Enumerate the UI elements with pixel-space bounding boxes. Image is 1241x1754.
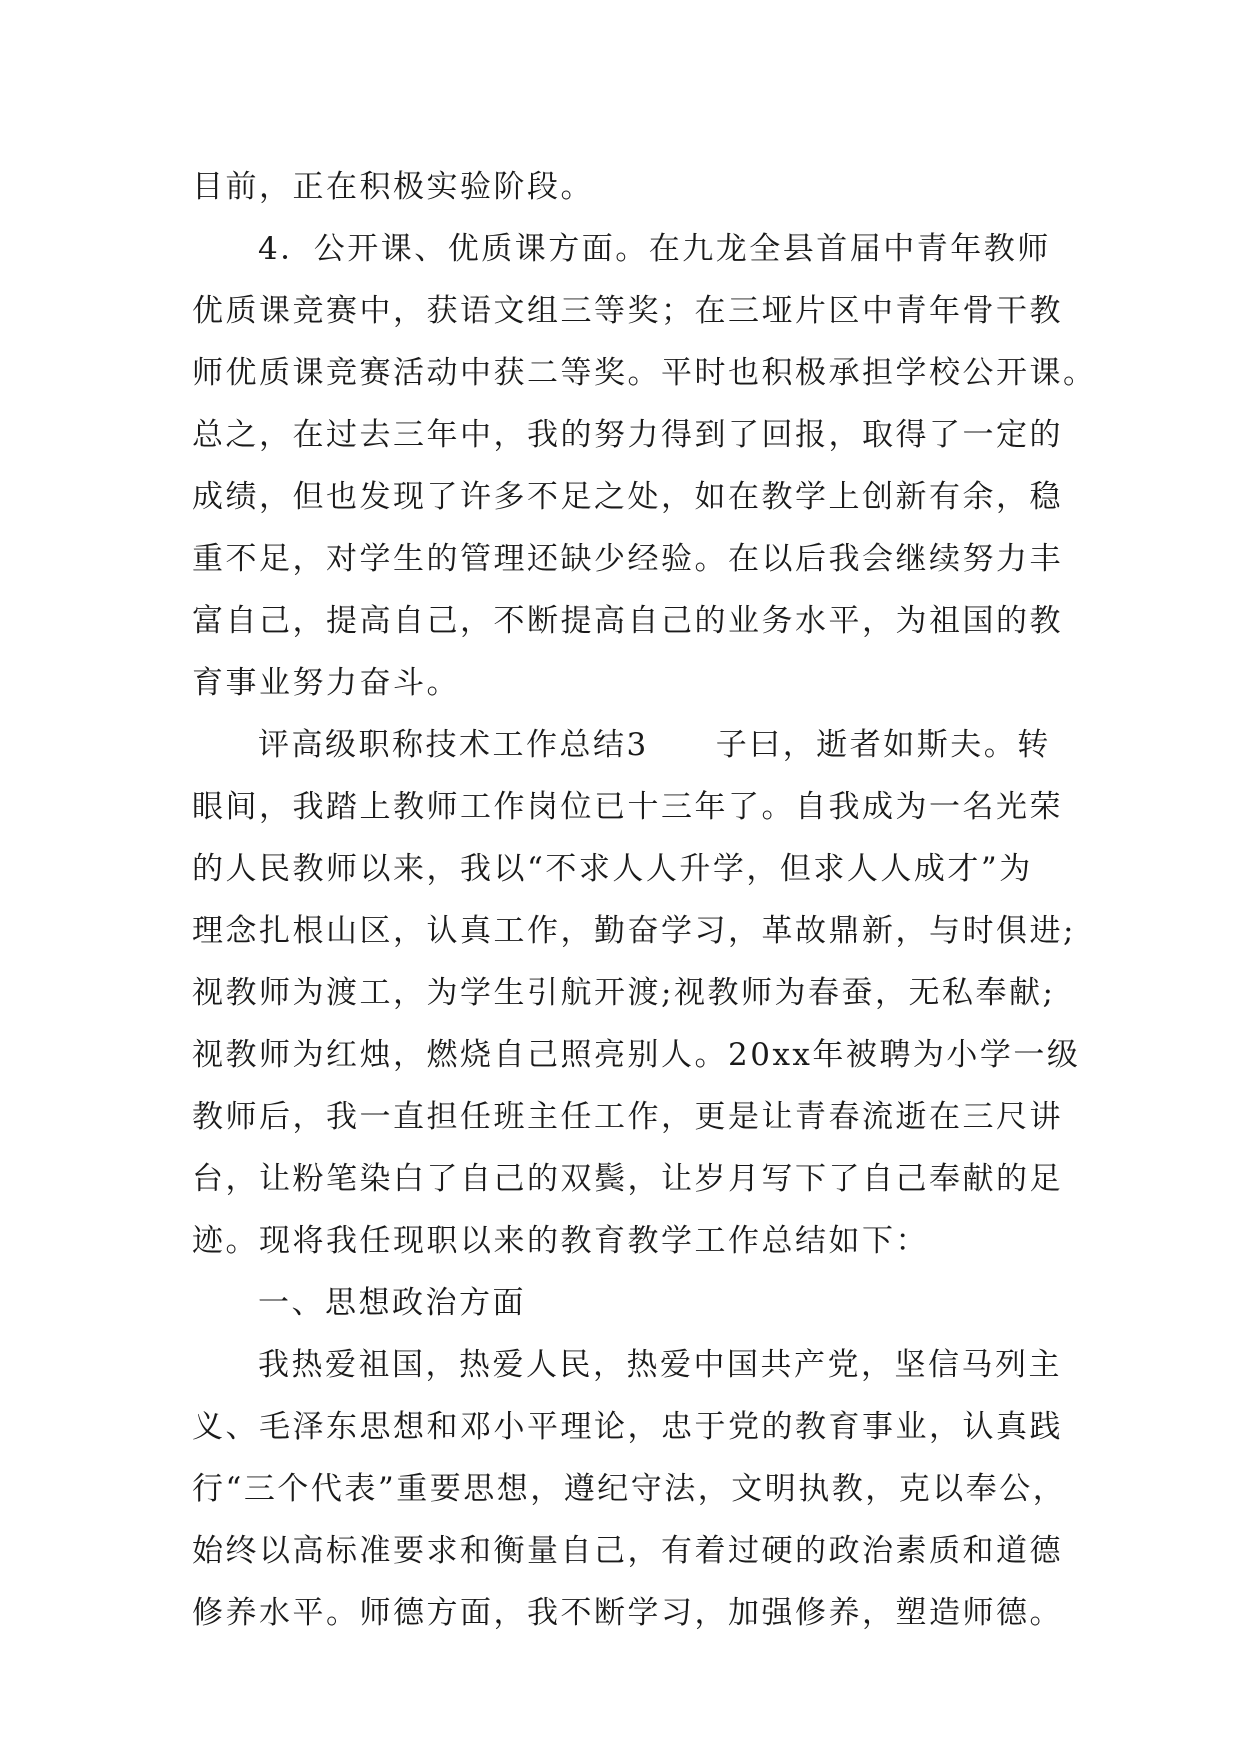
text-line: 富自己，提高自己，不断提高自己的业务水平，为祖国的教 [192,603,1063,639]
text-line: 我热爱祖国，热爱人民，热爱中国共产党，坚信马列主 [258,1347,1062,1383]
paragraph-continuation [192,156,1072,218]
section-heading [192,1272,1072,1334]
text-line: 始终以高标准要求和衡量自己，有着过硬的政治素质和道德 [192,1533,1063,1569]
text-line: 视教师为红烛，燃烧自己照亮别人。20xx年被聘为小学一级 [192,1037,1081,1073]
text-line: 眼间，我踏上教师工作岗位已十三年了。自我成为一名光荣 [192,789,1063,825]
text-line: 4．公开课、优质课方面。在九龙全县首届中青年教师 [258,231,1051,267]
text-line: 视教师为渡工，为学生引航开渡;视教师为春蚕，无私奉献; [192,975,1056,1011]
text-line: 成绩，但也发现了许多不足之处，如在教学上创新有余，稳 [192,479,1063,515]
paragraph-summary-3 [192,714,1081,1272]
text-line: 迹。现将我任现职以来的教育教学工作总结如下： [192,1223,929,1259]
text-line: 评高级职称技术工作总结3 子曰，逝者如斯夫。转 [258,727,1051,763]
text-line: 一、思想政治方面 [258,1285,526,1321]
text-line: 修养水平。师德方面，我不断学习，加强修养，塑造师德。 [192,1595,1063,1631]
body-text [192,156,1097,1644]
text-line: 育事业努力奋斗。 [192,665,460,701]
text-line: 行“三个代表”重要思想，遵纪守法，文明执教，克以奉公， [192,1471,1067,1507]
text-line: 重不足，对学生的管理还缺少经验。在以后我会继续努力丰 [192,541,1063,577]
paragraph-ideology [192,1334,1072,1644]
text-line: 目前，正在积极实验阶段。 [192,169,594,205]
text-line: 义、毛泽东思想和邓小平理论，忠于党的教育事业，认真践 [192,1409,1063,1445]
text-line: 的人民教师以来，我以“不求人人升学，但求人人成才”为 [192,851,1033,887]
text-line: 优质课竞赛中，获语文组三等奖；在三垭片区中青年骨干教 [192,293,1063,329]
text-line: 教师后，我一直担任班主任工作，更是让青春流逝在三尺讲 [192,1099,1063,1135]
text-line: 台，让粉笔染白了自己的双鬓，让岁月写下了自己奉献的足 [192,1161,1063,1197]
text-line: 师优质课竞赛活动中获二等奖。平时也积极承担学校公开课。 [192,355,1097,391]
paragraph-open-class [192,218,1097,714]
text-line: 理念扎根山区，认真工作，勤奋学习，革故鼎新，与时俱进; [192,913,1076,949]
text-line: 总之，在过去三年中，我的努力得到了回报，取得了一定的 [192,417,1063,453]
